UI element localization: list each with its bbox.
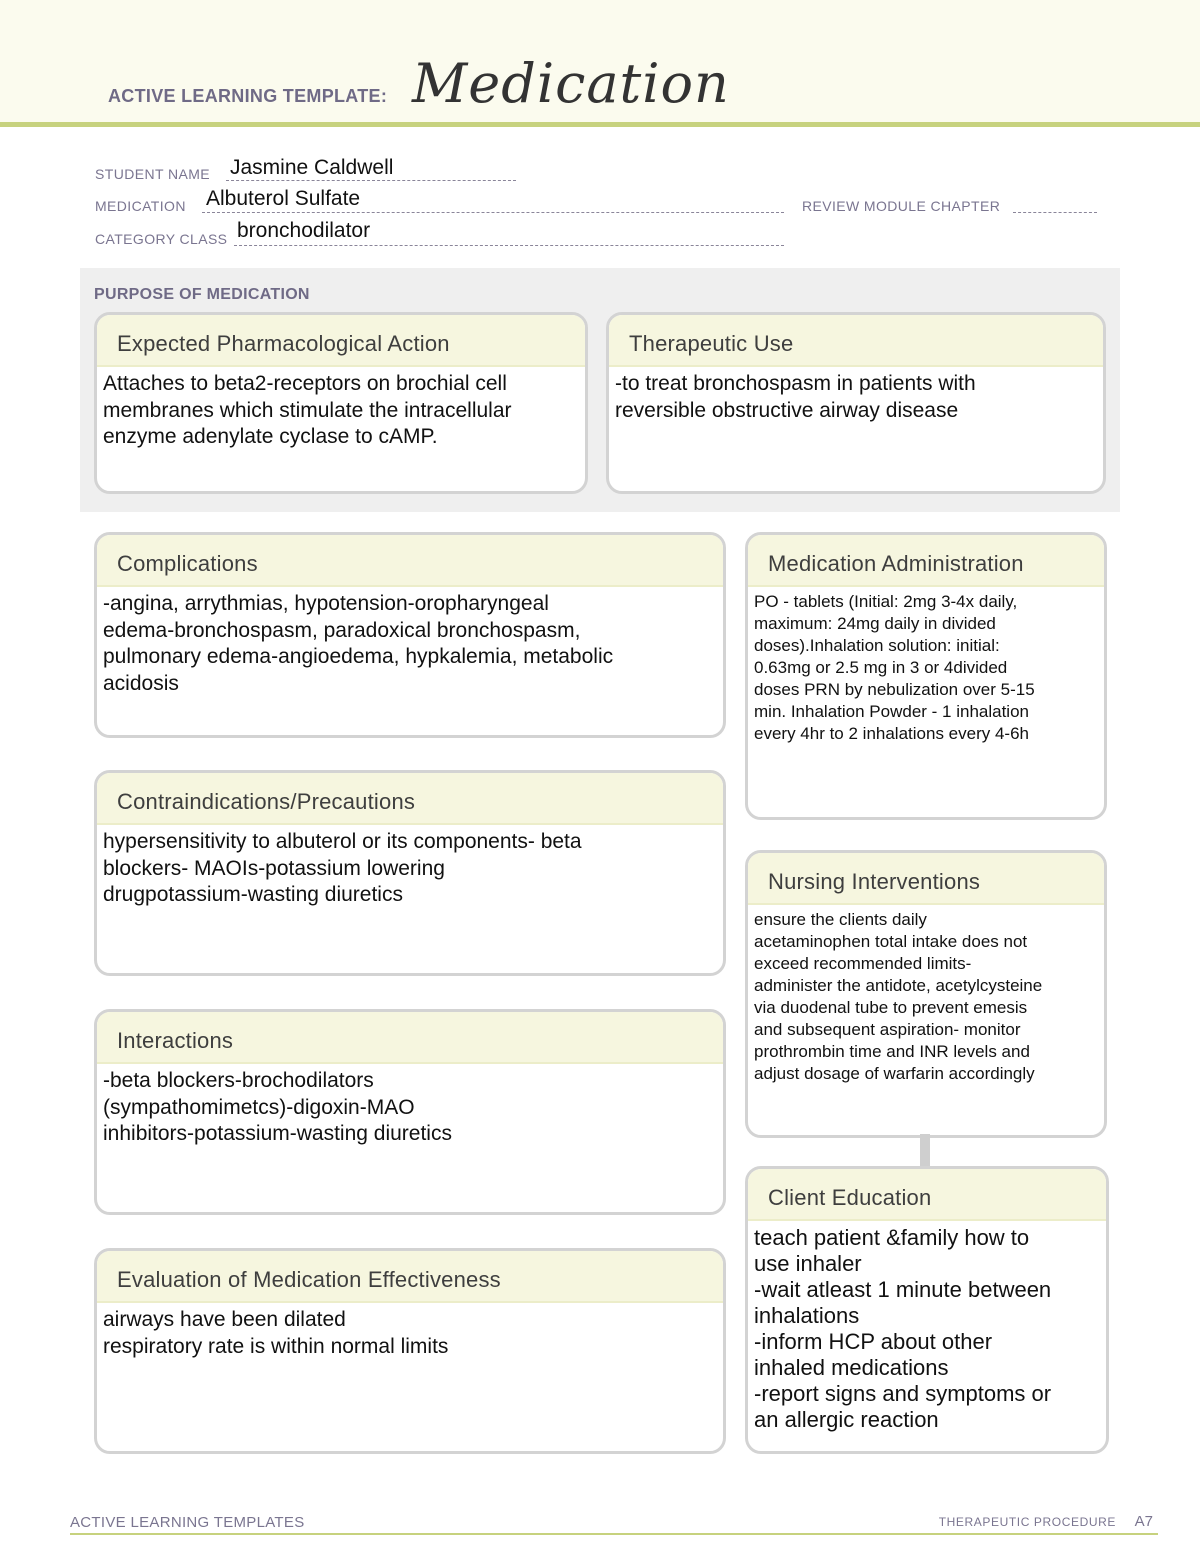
evaluation-title: Evaluation of Medication Effectiveness: [97, 1251, 723, 1303]
review-module-label: REVIEW MODULE CHAPTER: [802, 198, 1001, 214]
evaluation-text[interactable]: airways have been dilated respiratory rate is within normal limits: [103, 1308, 449, 1358]
expected-action-box: [94, 312, 588, 494]
contraindications-text[interactable]: hypersensitivity to albuterol or its components- beta blockers- MAOIs-potassium lowering drugpotassium-wasting diuretics: [103, 830, 582, 906]
administration-box: [745, 532, 1107, 820]
administration-text[interactable]: PO - tablets (Initial: 2mg 3-4x daily, maximum: 24mg daily in divided doses).Inhalation solution: initial: 0.63mg or 2.5 mg in 3 or 4divided doses PRN by nebulization over 5-15 min. Inhalation Powder - 1 inhalation every 4hr to 2 inhalations every 4-6h: [754, 592, 1035, 743]
medication-field[interactable]: Albuterol Sulfate: [206, 187, 361, 210]
contraindications-title: Contraindications/Precautions: [97, 773, 723, 825]
footer-right-label: THERAPEUTIC PROCEDURE: [938, 1515, 1116, 1529]
footer-divider: [70, 1533, 1158, 1535]
interactions-title: Interactions: [97, 1012, 723, 1064]
expected-action-text[interactable]: Attaches to beta2-receptors on brochial cell membranes which stimulate the intracellular enzyme adenylate cyclase to cAMP.: [103, 372, 512, 448]
purpose-label: PURPOSE OF MEDICATION: [94, 286, 310, 303]
expected-action-title: Expected Pharmacological Action: [97, 315, 585, 367]
evaluation-box: [94, 1248, 726, 1454]
box-connector: [920, 1134, 930, 1166]
complications-text[interactable]: -angina, arrythmias, hypotension-oropharyngeal edema-bronchospasm, paradoxical bronchospasm, pulmonary edema-angioedema, hypkalemia, metabolic acidosis: [103, 592, 614, 695]
administration-title: Medication Administration: [748, 535, 1104, 587]
client-education-title: Client Education: [748, 1169, 1106, 1221]
review-module-line: [1013, 212, 1097, 213]
header-divider: [0, 122, 1200, 127]
page-title: Medication: [412, 52, 730, 115]
therapeutic-use-text[interactable]: -to treat bronchospasm in patients with reversible obstructive airway disease: [615, 372, 976, 422]
student-name-field[interactable]: Jasmine Caldwell: [230, 156, 394, 179]
page-number: A7: [1134, 1513, 1153, 1530]
therapeutic-use-box: [606, 312, 1106, 494]
interactions-text[interactable]: -beta blockers-brochodilators (sympathomimetcs)-digoxin-MAO inhibitors-potassium-wasting diuretics: [103, 1069, 452, 1145]
category-class-field[interactable]: bronchodilator: [237, 219, 371, 242]
medication-label: MEDICATION: [95, 198, 186, 214]
student-name-label: STUDENT NAME: [95, 166, 210, 182]
category-class-line: [234, 245, 784, 246]
footer-left-label: ACTIVE LEARNING TEMPLATES: [70, 1514, 305, 1531]
nursing-interventions-text[interactable]: ensure the clients daily acetaminophen total intake does not exceed recommended limits- administer the antidote, acetylcysteine via duodenal tube to prevent emesis and subsequent aspiration- monitor prothrombin time and INR levels and adjust dosage of warfarin accordingly: [754, 910, 1043, 1083]
client-education-text[interactable]: teach patient &family how to use inhaler -wait atleast 1 minute between inhalations -inform HCP about other inhaled medications -report signs and symptoms or an allergic reaction: [754, 1225, 1052, 1432]
interactions-box: [94, 1009, 726, 1215]
student-name-line: [226, 180, 516, 181]
nursing-interventions-box: [745, 850, 1107, 1138]
client-education-box: [745, 1166, 1109, 1454]
medication-line: [202, 212, 784, 213]
complications-box: [94, 532, 726, 738]
therapeutic-use-title: Therapeutic Use: [609, 315, 1103, 367]
contraindications-box: [94, 770, 726, 976]
template-label: ACTIVE LEARNING TEMPLATE:: [108, 86, 388, 106]
nursing-interventions-title: Nursing Interventions: [748, 853, 1104, 905]
category-class-label: CATEGORY CLASS: [95, 231, 228, 247]
complications-title: Complications: [97, 535, 723, 587]
